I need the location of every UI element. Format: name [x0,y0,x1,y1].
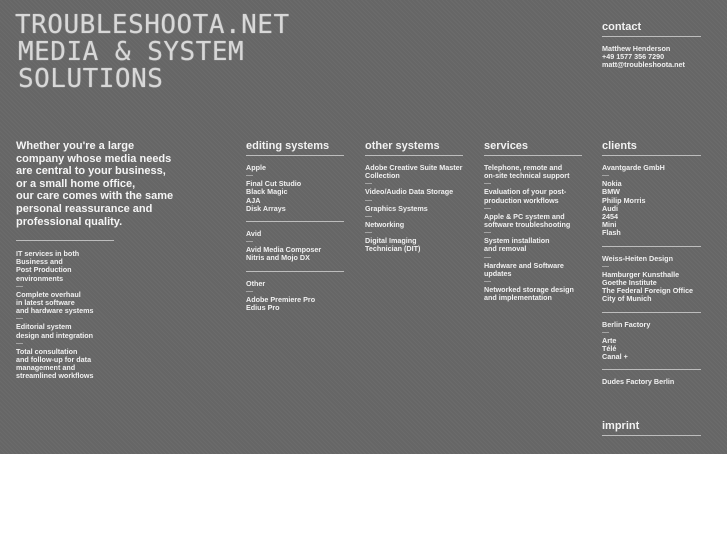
service-line: Telephone, remote and [484,163,563,172]
client-item: Mini [602,220,617,230]
client-item: Audi [602,203,618,213]
dash-separator: — [484,253,491,261]
dash-separator: — [484,229,491,237]
other-system-line: Networking [365,219,405,229]
intro-line: or a small home office, [16,177,136,190]
other-system-line: Adobe Creative Suite Master [365,163,463,172]
client-item: Nokia [602,179,622,189]
service-line: and removal [484,244,527,254]
intro-line: company whose media needs [16,152,172,165]
client-item: Télé [602,344,617,354]
client-group-title: Avantgarde GmbH [602,163,665,172]
editing-item: AJA [246,195,261,205]
client-item: Hamburger Kunsthalle [602,269,680,279]
it-service-line: in latest software [16,298,75,308]
dash-separator: — [16,339,23,347]
dash-separator: — [602,172,609,180]
intro-divider [16,240,114,241]
service-line: System installation [484,236,550,246]
clients-column [602,140,701,387]
intro-line: professional quality. [16,215,123,228]
client-item: Philip Morris [602,195,646,205]
other-systems-heading: other systems [365,140,463,156]
service-line: Networked storage design [484,285,574,295]
client-item: Arte [602,335,617,345]
it-service-line: Editorial system [16,322,72,332]
clients-heading: clients [602,140,701,156]
it-service-line: management and [16,363,76,373]
contact-phone: +49 1577 356 7290 [602,52,665,62]
intro-line: Whether you're a large [16,140,135,152]
imprint-block [602,420,701,444]
editing-item: Final Cut Studio [246,179,302,189]
dash-separator: — [16,315,23,323]
it-service-line: and hardware systems [16,306,94,316]
group-divider [246,271,344,272]
service-line: software troubleshooting [484,220,571,230]
it-service-line: IT services in both [16,249,80,258]
other-system-line: Graphics Systems [365,203,428,213]
logo-line-2[interactable]: MEDIA & SYSTEM [18,37,245,67]
services-heading: services [484,140,582,156]
group-divider [246,221,344,222]
dash-separator: — [365,180,372,188]
dash-separator: — [365,212,372,220]
client-group-title: Weiss-Heiten Design [602,253,673,263]
editing-item: Avid Media Composer [246,245,322,255]
editing-group-title: Avid [246,229,262,239]
editing-group-title: Apple [246,163,266,172]
logo-line-3[interactable]: SOLUTIONS [18,64,164,94]
client-item: Goethe Institute [602,278,657,288]
service-line: and implementation [484,293,552,303]
it-service-line: streamlined workflows [16,371,94,381]
it-service-line: Complete overhaul [16,289,81,299]
service-line: Hardware and Software [484,260,564,270]
it-service-line: design and integration [16,330,94,340]
dash-separator: — [16,282,23,290]
it-service-line: Post Production [16,265,72,275]
imprint-link[interactable]: imprint [602,420,701,436]
dash-separator: — [365,229,372,237]
editing-systems-heading: editing systems [246,140,344,156]
it-service-line: Business and [16,257,63,267]
contact-heading: contact [602,21,701,37]
client-item: BMW [602,187,620,197]
dash-separator: — [602,262,609,270]
service-line: on-site technical support [484,171,570,181]
it-service-line: Total consultation [16,346,78,356]
other-system-line: Video/Audio Data Storage [365,187,454,197]
editing-group-title: Other [246,278,266,288]
other-system-line: Collection [365,171,400,181]
client-item: Canal + [602,352,628,362]
logo-line-1[interactable]: TROUBLESHOOTA.NET [15,10,290,40]
editing-item: Nitris and Mojo DX [246,253,310,263]
other-system-line: Technician (DIT) [365,244,421,254]
group-divider [602,312,701,313]
editing-item: Edius Pro [246,303,280,313]
other-system-line: Digital Imaging [365,236,417,246]
it-service-line: environments [16,273,64,283]
editing-item: Adobe Premiere Pro [246,294,316,304]
service-line: updates [484,268,512,278]
dash-separator: — [484,204,491,212]
contact-block [602,21,701,70]
client-group-title: Berlin Factory [602,319,651,329]
client-item: 2454 [602,212,618,222]
intro-line: our care comes with the same [16,190,174,203]
intro-line: personal reassurance and [16,202,153,215]
service-line: production workflows [484,195,559,205]
it-service-line: and follow-up for data [16,355,92,365]
dash-separator: — [484,278,491,286]
dash-separator: — [602,328,609,336]
services-column [484,140,582,302]
dash-separator: — [365,196,372,204]
service-line: Apple & PC system and [484,211,565,221]
it-services-list [16,250,94,381]
other-systems-column [365,140,463,253]
editing-item: Black Magic [246,187,288,197]
editing-item: Disk Arrays [246,203,286,213]
client-group-title: Dudes Factory Berlin [602,377,675,387]
dash-separator: — [246,172,253,180]
client-item: The Federal Foreign Office [602,286,694,296]
editing-systems-column [246,140,344,312]
dash-separator: — [484,180,491,188]
client-item: City of Munich [602,294,652,304]
intro-text [16,140,176,228]
dash-separator: — [246,238,253,246]
contact-name: Matthew Henderson [602,44,671,53]
group-divider [602,246,701,247]
contact-email-link[interactable]: matt@troubleshoota.net [602,60,685,70]
client-item: Flash [602,228,621,238]
service-line: Evaluation of your post- [484,187,567,197]
dash-separator: — [246,287,253,295]
intro-line: are central to your business, [16,165,166,178]
group-divider [602,369,701,370]
